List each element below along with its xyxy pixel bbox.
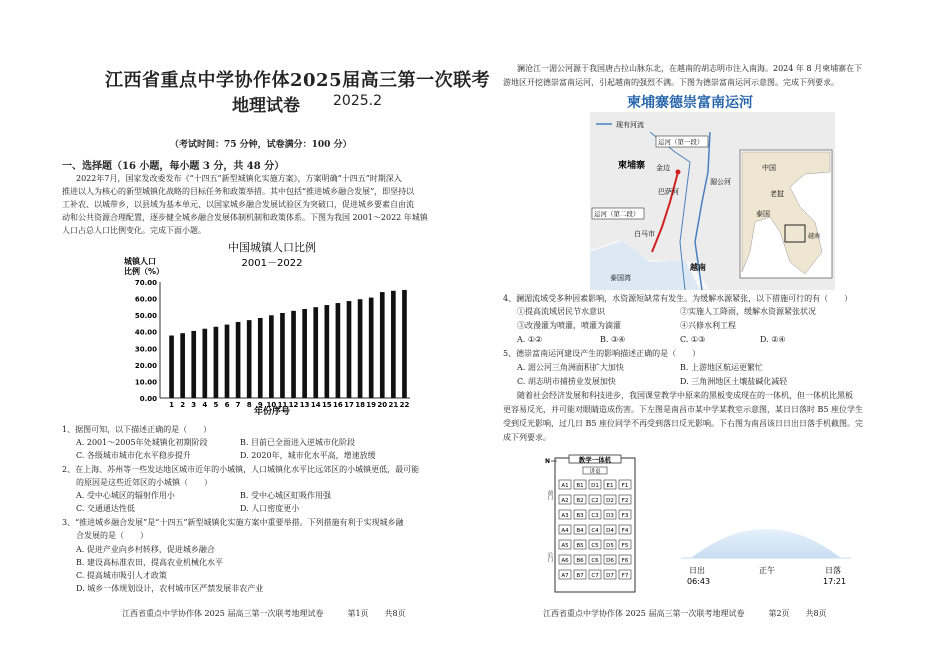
q3-option-d[interactable]: D. 城乡一体规划设计，农村城市区严禁发展非农产业: [76, 584, 264, 593]
seat-label: F2: [621, 498, 629, 504]
x-tick-label: 10: [266, 401, 277, 409]
canal-map: [590, 112, 835, 290]
seat-label: B4: [576, 528, 584, 534]
q3-option-c[interactable]: C. 提高城市吸引人才政策: [76, 571, 167, 580]
map-legend: 现有河流: [616, 121, 644, 129]
exam-date: 2025.2: [333, 93, 382, 109]
exam-title: 江西省重点中学协作体2025届高三第一次联考: [105, 70, 491, 91]
noon-label: 正午: [759, 566, 775, 575]
q5-option-a[interactable]: A. 湄公河三角洲面积扩大加快: [517, 363, 624, 372]
intro-line: 2022年7月，国家发改委发布《“十四五”新型城镇化实施方案》，方案明确“十四五”时期深入: [76, 174, 402, 183]
sunrise-label: 日出: [689, 566, 705, 575]
label-vietnam: 越南: [690, 263, 706, 272]
y-tick-label: 10.00: [134, 378, 157, 387]
para-line: 随着社会经济发展和科技进步，我国课堂教学中原来的黑板变成现在的一体机，但一体机比黑板: [517, 391, 853, 400]
seat-label: A4: [561, 528, 569, 534]
para-line: 受到反光影响，过几日 B5 座位同学不再受到落日反光影响。下右图为南昌该日日出日落手机截图。完: [503, 419, 864, 428]
y-tick-label: 0.00: [139, 395, 157, 403]
y-tick-label: 70.00: [134, 279, 157, 287]
seat-label: B2: [576, 498, 584, 504]
x-tick-label: 3: [191, 401, 197, 409]
x-tick-label: 12: [288, 401, 299, 409]
x-tick-label: 2: [180, 401, 186, 409]
para-line: 更容易反光，并可能对眼睛造成伤害。下左图是南昌市某中学某教室示意图，某日日落时 B5 座位学生: [503, 405, 864, 414]
bar: [225, 325, 230, 398]
question-2-cont: 的原因是这些近郊区的小城镇（ ）: [76, 478, 212, 487]
q4-item-2: ②实施人工降雨，缓解水资源紧张状况: [680, 307, 816, 316]
bar: [369, 298, 374, 398]
seat-label: B6: [576, 558, 584, 564]
seat-label: B5: [576, 543, 584, 549]
chart-ylabel: 城镇人口: [124, 257, 156, 266]
seat-label: D2: [606, 498, 614, 504]
x-tick-label: 15: [321, 401, 332, 409]
exam-info: （考试时间：75 分钟，试卷满分：100 分）: [170, 140, 352, 150]
question-4: 4、澜湄流域受多种因素影响，水资源短缺常有发生。为缓解水源紧张，以下措施可行的有（ ）: [503, 294, 853, 303]
label-phnom-penh: 金边: [656, 164, 670, 172]
q5-option-b[interactable]: B. 上游地区航运更繁忙: [680, 363, 763, 372]
question-5: 5、德崇富南运河建设产生的影响描述正确的是（ ）: [503, 349, 701, 358]
bar: [169, 336, 174, 398]
bar: [269, 315, 274, 398]
x-tick-label: 6: [224, 401, 230, 409]
seat-label: B1: [576, 483, 584, 489]
podium: 讲桌: [589, 469, 601, 475]
seat-label: D7: [606, 573, 614, 579]
q2-option-c[interactable]: C. 交通通达性低: [76, 504, 135, 513]
bar: [180, 333, 185, 398]
bar: [258, 318, 263, 398]
x-tick-label: 11: [277, 401, 288, 409]
right-page: [475, 0, 950, 672]
sunrise-time: 06:43: [687, 577, 711, 586]
seat-label: B3: [576, 513, 584, 519]
intro-line: 推进以人为核心的新型城镇化战略的目标任务和政策举措。其中包括“推进城乡融合发展”，即坚持以: [62, 187, 415, 196]
seat-label: C3: [591, 513, 599, 519]
seat-label: F7: [621, 573, 629, 579]
intro-line: 工补农、以城带乡，以县域为基本单元、以国家城乡融合发展试验区为突破口，促进城乡要素自由流: [62, 200, 414, 209]
label-canal-2: 运河（第二段）: [594, 210, 640, 218]
seat-label: F3: [621, 513, 629, 519]
x-tick-label: 21: [388, 401, 399, 409]
map-title: 柬埔寨德崇富南运河: [627, 95, 753, 111]
bar: [202, 329, 207, 398]
x-tick-label: 22: [399, 401, 410, 409]
y-tick-label: 40.00: [134, 328, 157, 337]
bar: [214, 327, 219, 398]
bar: [391, 291, 396, 398]
seat-label: D4: [606, 528, 614, 534]
seat-label: E1: [606, 483, 614, 489]
chart-xlabel: 年份序号: [253, 407, 291, 417]
q2-option-b[interactable]: B. 受中心城区虹吸作用强: [240, 491, 331, 500]
question-2: 2、在上海、苏州等一些发达地区城市近年的小城镇，人口城镇化水平比远郊区的小城镇更低，最可能: [62, 465, 420, 474]
page-footer: 江西省重点中学协作体 2025 届高三第一次联考地理试卷 第1页 共8页: [122, 609, 406, 618]
label-kep: 白马市: [634, 230, 655, 238]
smart-board: 教学一体机: [578, 456, 612, 464]
q4-option-d[interactable]: D. ②④: [760, 335, 786, 344]
question-3-cont: 合发展的是（ ）: [76, 531, 148, 540]
bar: [313, 307, 318, 398]
urbanization-chart: [120, 238, 420, 418]
label-bassac: 巴萨河: [658, 188, 679, 196]
intro-line: 人口占总人口比例变化。完成下面小题。: [62, 226, 206, 235]
bar: [302, 309, 307, 398]
seat-label: A1: [561, 483, 569, 489]
x-tick-label: 18: [355, 401, 365, 409]
q1-option-b[interactable]: B. 目前已全面进入逆城市化阶段: [240, 438, 355, 447]
q1-option-a[interactable]: A. 2001～2005年处城镇化初期阶段: [76, 438, 208, 447]
chart-subtitle: 2001－2022: [241, 258, 303, 269]
chart-ylabel-unit: 比例（%）: [124, 267, 165, 276]
phnom-penh-marker: [676, 170, 681, 175]
x-tick-label: 8: [246, 401, 252, 409]
seat-label: D6: [606, 558, 614, 564]
seat-label: F1: [621, 483, 629, 489]
back-door: 后门: [547, 552, 553, 562]
q5-option-c[interactable]: C. 胡志明市捕捞业发展加快: [517, 377, 616, 386]
seat-label: D5: [606, 543, 614, 549]
sunset-time: 17:21: [823, 577, 847, 586]
bar: [336, 303, 341, 398]
question-3: 3、“推进城乡融合发展”是“十四五”新型城镇化实施方案中重要举措。下列措施有利于实现城乡融: [62, 518, 404, 527]
bar: [358, 299, 363, 398]
para-line: 成下列要求。: [503, 433, 551, 442]
x-tick-label: 19: [366, 401, 377, 409]
label-canal-1: 运河（第一段）: [658, 138, 704, 146]
seat-label: A7: [561, 573, 569, 579]
x-tick-label: 20: [377, 401, 388, 409]
intro-line: 动和公共资源合理配置，逐步健全城乡融合发展体制机制和政策体系。下图为我国 2001～2022 年城镇: [62, 213, 428, 222]
north-arrow: N: [545, 458, 551, 465]
label-china: 中国: [762, 164, 776, 172]
front-door: 前门: [547, 490, 553, 500]
x-tick-label: 9: [257, 401, 263, 409]
seat-label: A6: [561, 558, 569, 564]
q4-option-a[interactable]: A. ①②: [517, 335, 543, 344]
q5-option-d[interactable]: D. 三角洲地区土壤盐碱化减轻: [680, 377, 788, 386]
bar: [402, 290, 407, 398]
bar: [324, 305, 329, 398]
x-tick-label: 14: [310, 401, 321, 409]
label-mekong: 湄公河: [710, 178, 731, 186]
q1-option-c[interactable]: C. 各级城市城市化水平稳步提升: [76, 451, 191, 460]
y-tick-label: 60.00: [134, 295, 157, 304]
chart-title: 中国城镇人口比例: [228, 241, 316, 254]
bar: [380, 292, 385, 398]
q3-option-b[interactable]: B. 建设高标准农田，提高农业机械化水平: [76, 558, 223, 567]
classroom-diagram: [545, 452, 637, 594]
q3-option-a[interactable]: A. 促进产业向乡村转移，促进城乡融合: [76, 545, 215, 554]
intro-line: 澜沧江一湄公河源于我国唐古拉山脉东北，在越南的胡志明市注入南海。2024 年 8 月柬埔寨在下: [517, 64, 863, 73]
bar: [191, 331, 196, 398]
seat-label: C4: [591, 528, 599, 534]
seat-label: F6: [621, 558, 629, 564]
seat-label: D3: [606, 513, 614, 519]
q1-option-d[interactable]: D. 2020年，城市化水平高，增速放缓: [240, 451, 376, 460]
q4-option-b[interactable]: B. ③④: [600, 335, 626, 344]
exam-subtitle: 地理试卷: [232, 96, 300, 116]
y-tick-label: 30.00: [134, 345, 157, 354]
page-footer: 江西省重点中学协作体 2025 届高三第一次联考地理试卷 第2页 共8页: [543, 609, 827, 618]
y-tick-label: 50.00: [134, 312, 157, 321]
sunrise-sunset-diagram: [671, 518, 861, 594]
seat-label: F5: [621, 543, 629, 549]
x-tick-label: 4: [202, 401, 208, 409]
label-cambodia: 柬埔寨: [618, 161, 646, 171]
x-tick-label: 1: [169, 401, 174, 409]
label-laos: 老挝: [770, 190, 784, 198]
section-heading: 一、选择题（16 小题，每小题 3 分，共 48 分）: [62, 161, 285, 172]
y-tick-label: 20.00: [134, 361, 157, 370]
seat-label: D1: [591, 483, 599, 489]
x-tick-label: 13: [299, 401, 310, 409]
seat-label: B7: [576, 573, 584, 579]
seat-label: F4: [621, 528, 629, 534]
seat-label: A5: [561, 543, 569, 549]
bar: [347, 301, 352, 398]
bar: [291, 311, 296, 398]
sunset-label: 日落: [825, 566, 841, 575]
seat-label: C5: [591, 543, 599, 549]
q4-item-3: ③改漫灌为喷灌，喷灌为滴灌: [517, 321, 621, 330]
seat-label: A3: [561, 513, 569, 519]
seat-label: A2: [561, 498, 569, 504]
x-tick-label: 17: [344, 401, 354, 409]
intro-line: 游地区开挖德崇富南运河，引起越南的强烈不满。下图为德崇富南运河示意图。完成下列要求。: [503, 78, 839, 87]
x-tick-label: 5: [213, 401, 219, 409]
q4-option-c[interactable]: C. ①③: [680, 335, 706, 344]
label-gulf: 泰国湾: [610, 274, 631, 282]
seat-label: C2: [591, 498, 599, 504]
q4-item-1: ①提高流域居民节水意识: [517, 307, 605, 316]
q2-option-d[interactable]: D. 人口密度更小: [240, 504, 300, 513]
q2-option-a[interactable]: A. 受中心城区的辐射作用小: [76, 491, 175, 500]
label-thailand: 泰国: [756, 210, 770, 218]
bar: [236, 322, 241, 398]
seat-label: C7: [591, 573, 599, 579]
seat-label: C6: [591, 558, 599, 564]
label-vietnam-inset: 越南: [808, 233, 821, 240]
bar: [280, 313, 285, 398]
x-tick-label: 16: [333, 401, 343, 409]
question-1: 1、据图可知，以下描述正确的是（ ）: [62, 425, 212, 434]
bar: [247, 320, 252, 398]
x-tick-label: 7: [235, 401, 241, 409]
q4-item-4: ④兴修水利工程: [680, 321, 736, 330]
